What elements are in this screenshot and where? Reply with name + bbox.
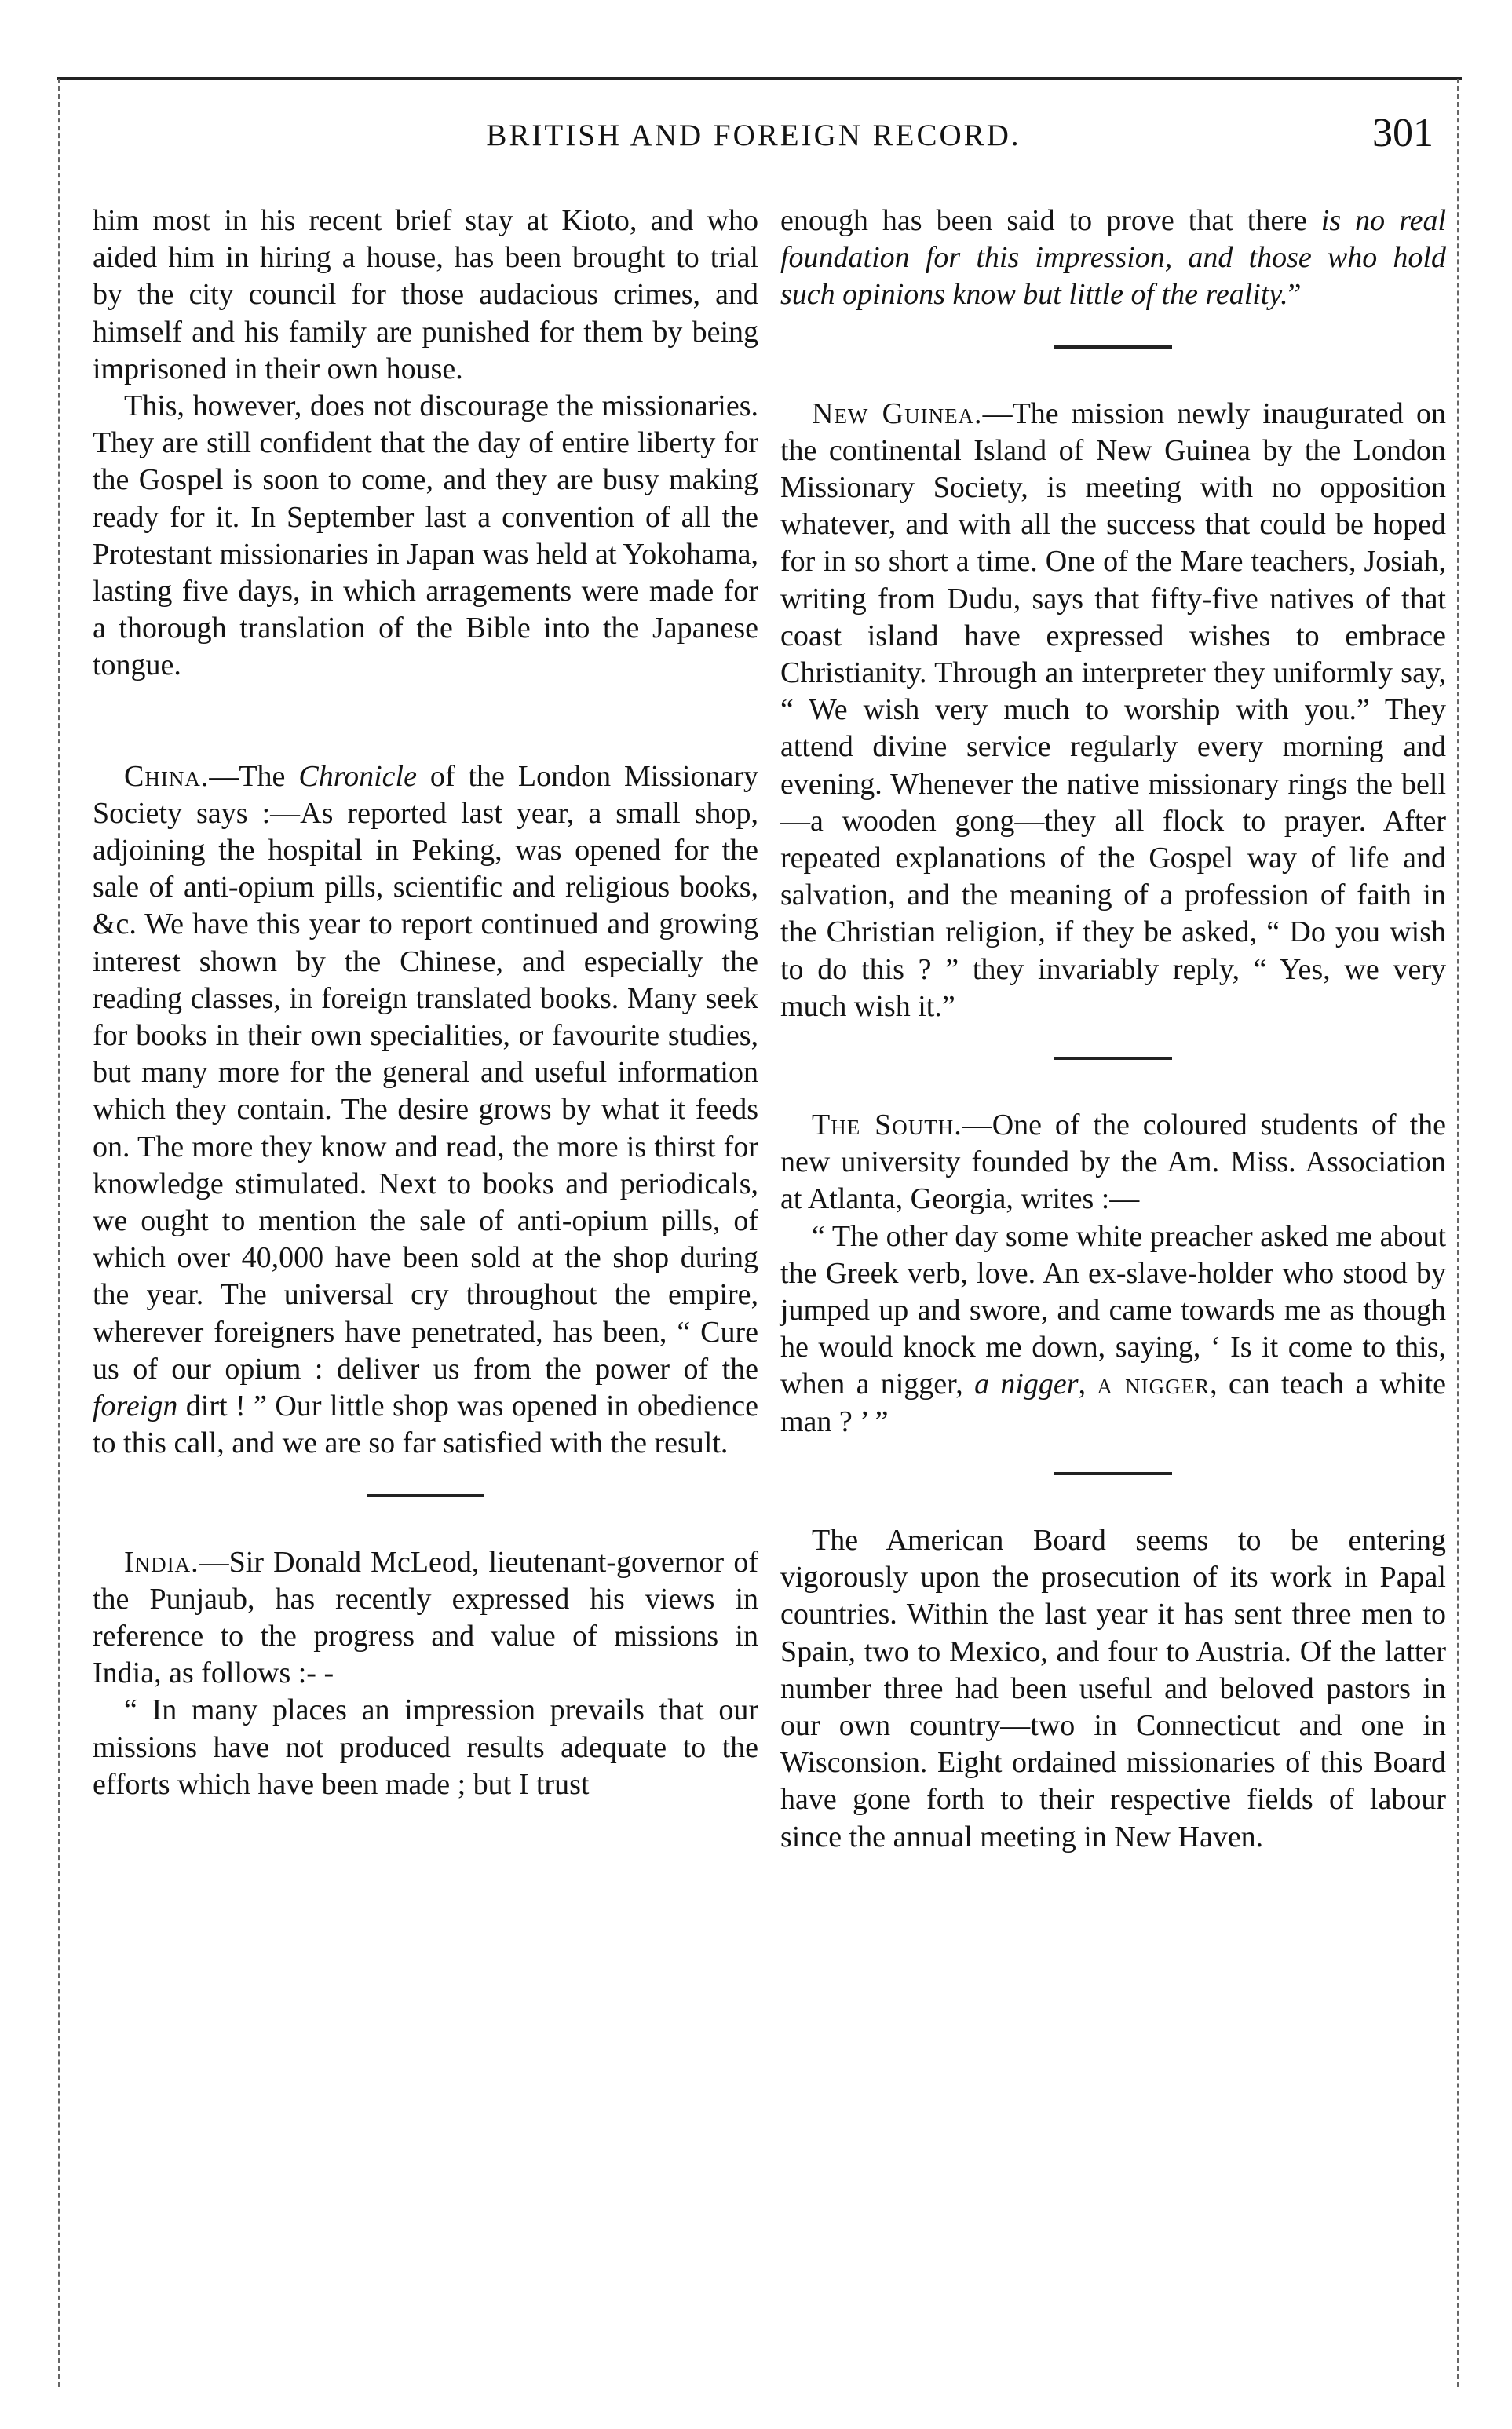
right-margin-rule (1457, 79, 1459, 2387)
paragraph-india-quote: “ In many places an impression prevails that our missions have not produced results adequate to the efforts which have been made ; but I trust (93, 1693, 758, 1801)
top-rule (57, 77, 1462, 80)
running-head: BRITISH AND FOREIGN RECORD. (486, 119, 1021, 152)
section-heading-new-guinea: New Guinea. (812, 396, 983, 430)
section-separator (367, 1494, 484, 1497)
india-quote-close: ” (1287, 278, 1302, 312)
paragraph-japan-convention: This, however, does not discourage the missionaries. They are still confident that the day of entire liberty for the Gospel is soon to come, and they are busy making ready for it. In September last a convention of all the Protestant missionaries in Japan was held at Yokohama, lasting five days, in which arragements were made for a thorough translation of the Bible into the Japanese tongue. (93, 389, 758, 682)
section-heading-india: India. (124, 1545, 199, 1579)
south-text-c: , (1078, 1368, 1097, 1401)
south-text-d: , can teach a white man ? ’ ” (780, 1368, 1446, 1438)
foreign-emphasis: foreign (93, 1390, 178, 1423)
left-column (93, 203, 758, 1803)
china-text-a: —The (209, 759, 299, 793)
paragraph-american-board: The American Board seems to be entering vigorously upon the prosecution of its work in Papal countries. Within the last year it has sent three men to Spain, two to Mexico, and four to Austria. Of the latter number three had been useful and beloved pastors in our own country—two in Connecticut and one in Wisconsion. Eight ordained missionaries of this Board have gone forth to their respective fields of labour since the annual meeting in New Haven. (780, 1523, 1446, 1854)
paragraph-new-guinea (780, 396, 1446, 1025)
china-text-b: of the London Missionary Society says :—As reported last year, a small shop, adjoining the hospital in Peking, was opened for the sale of anti-opium pills, scientific and religious books, &c. We have this year to report continued and growing interest shown by the Chinese, and especially the reading classes, in foreign translated books. Many seek for books in their own specialities, or favourite studies, but many more for the general and useful information which they contain. The desire grows by what it feeds on. The more they know and read, the more is thirst for knowledge stimulated. Next to books and periodicals, we ought to mention the sale of anti-opium pills, of which over 40,000 have been sold at the shop during the year. The universal cry throughout the empire, wherever foreigners have penetrated, has been, “ Cure us of our opium : deliver us from the power of the (93, 759, 759, 1386)
south-small-caps: a nigger (1097, 1368, 1211, 1401)
section-separator (1054, 1057, 1172, 1060)
paragraph-india (93, 1544, 758, 1693)
china-text-c: dirt ! ” Our little shop was opened in obedience to this call, and we are so far satisfied with the result. (93, 1390, 758, 1460)
india-text-a: —Sir Donald McLeod, lieutenant-governor of the Punjaub, has recently expressed his views in reference to the progress and value of missions in India, as follows :- - (93, 1545, 758, 1690)
south-text-a: —One of the coloured students of the new university founded by the Am. Miss. Association at Atlanta, Georgia, writes :— (780, 1109, 1447, 1216)
south-italic: a nigger (974, 1368, 1079, 1401)
paragraph-south (780, 1107, 1446, 1218)
new-guinea-text: —The mission newly inaugurated on the continental Island of New Guinea by the London Missionary Society, is meeting with no opposition whatever, and with all the success that could be hoped for in so short a time. One of the Mare teachers, Josiah, writing from Dudu, says that fifty-five natives of that coast island have expressed wishes to embrace Christianity. Through an interpreter they uniformly say, “ We wish very much to worship with you.” They attend divine service regularly every morning and evening. Whenever the native missionary rings the bell—a wooden gong—they all flock to prayer. After repeated explanations of the Gospel way of life and salvation, and the meaning of a profession of faith in the Christian religion, if they be asked, “ Do you wish to do this ? ” they invariably reply, “ Yes, we very much wish it.” (780, 396, 1446, 1023)
section-separator (1054, 1472, 1172, 1475)
india-text-c: enough has been said to prove that there (780, 204, 1321, 237)
india-italic-text: is no real foundation for this impression, and those who hold such opinions know but little of the reality. (780, 204, 1447, 312)
section-heading-south: The South. (812, 1109, 962, 1142)
paragraph-china (93, 758, 758, 1463)
left-margin-rule (58, 79, 60, 2387)
page-number: 301 (1372, 111, 1433, 155)
section-heading-china: China. (124, 759, 210, 793)
south-text-b: “ The other day some white preacher asked me about the Greek verb, love. An ex-slave-holder who stood by jumped up and swore, and came towards me as though he would knock me down, saying, ‘ Is it come to this, when a nigger, (780, 1219, 1446, 1401)
chronicle-title: Chronicle (298, 759, 417, 793)
paragraph-south-quote (780, 1218, 1446, 1441)
section-separator (1054, 345, 1172, 349)
spacer (93, 685, 758, 758)
paragraph-japan-end: him most in his recent brief stay at Kioto, and who aided him in hiring a house, has been brought to trial by the city council for those audacious crimes, and himself and his family are punished for them by being imprisoned in their own house. (93, 204, 758, 385)
paragraph-india-quote-end (780, 203, 1446, 314)
right-column (780, 203, 1446, 1856)
